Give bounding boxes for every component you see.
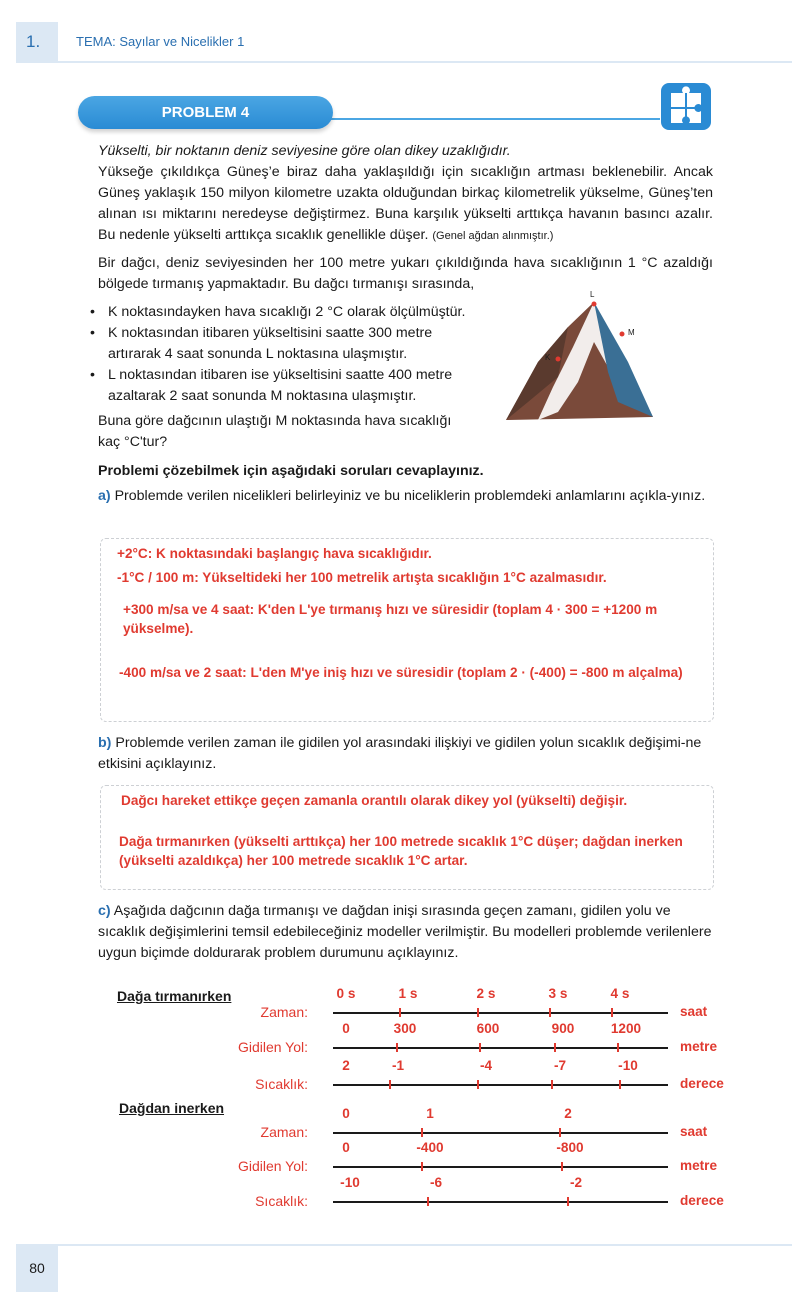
question-a-text: Problemde verilen nicelikleri belirleyiniz ve bu niceliklerin problemdeki anlamlarını açıkla-yınız.	[114, 488, 706, 504]
condition-list	[98, 302, 470, 407]
axis-value: 600	[476, 1021, 500, 1036]
axis-value: 300	[393, 1021, 417, 1036]
axis-value: -1	[391, 1058, 405, 1073]
answer-b-1: Dağcı hareket ettikçe geçen zamanla orantılı olarak dikey yol (yükselti) değişir.	[121, 793, 628, 808]
axis-value: 0 s	[336, 986, 356, 1001]
axis-value: -800	[556, 1140, 584, 1155]
question-c	[98, 901, 713, 964]
axis-line	[333, 1132, 668, 1134]
condition-item: • K noktasındayken hava sıcaklığı 2 °C olarak ölçülmüştür.	[98, 302, 470, 323]
answer-a-4: -400 m/sa ve 2 saat: L'den M'ye iniş hızı ve süresidir (toplam 2 · (-400) = -800 m alçalma)	[119, 665, 683, 680]
footer-divider	[16, 1244, 792, 1246]
axis-tick	[549, 1008, 551, 1017]
axis-tick	[421, 1128, 423, 1137]
axis-value: 3 s	[548, 986, 568, 1001]
answer-a-1: +2°C: K noktasındaki başlangıç hava sıcaklığıdır.	[117, 546, 432, 561]
axis-tick	[389, 1080, 391, 1089]
axis-tick	[567, 1197, 569, 1206]
row-label: Sıcaklık:	[255, 1076, 308, 1092]
axis-tick	[427, 1197, 429, 1206]
question-a-label: a)	[98, 488, 111, 504]
axis-value: -7	[553, 1058, 567, 1073]
axis-value: -2	[569, 1175, 583, 1190]
axis-value: 2 s	[476, 986, 496, 1001]
axis-value: 900	[551, 1021, 575, 1036]
unit-label: metre	[680, 1039, 718, 1054]
row-label: Zaman:	[260, 1004, 308, 1020]
condition-item: • L noktasından itibaren ise yükseltisini saatte 400 metre azaltarak 2 saat sonunda M noktasına ulaşmıştır.	[98, 365, 470, 407]
descending-title: Dağdan inerken	[119, 1100, 225, 1116]
intro-paragraph	[98, 162, 713, 247]
axis-tick	[554, 1043, 556, 1052]
axis-line	[333, 1166, 668, 1168]
answer-b-2: Dağa tırmanırken (yükselti arttıkça) her 100 metrede sıcaklık 1°C düşer; dağdan inerken (yükselti azaldıkça) her 100 metrede sıcaklık 1°C artar.	[119, 834, 683, 868]
axis-line	[333, 1012, 668, 1014]
axis-value: 1 s	[398, 986, 418, 1001]
unit-label: metre	[680, 1158, 718, 1173]
question-c-text: Aşağıda dağcının dağa tırmanışı ve dağdan inişi sırasında geçen zamanı, gidilen yolu ve sıcaklık değişimlerini temsil edebileceğiniz modeller verilmiştir. Bu modelleri problemde verilenlere uygun biçimde doldurarak problem durumunu açıklayınız.	[98, 903, 712, 961]
setup-text: Bir dağcı, deniz seviyesinden her 100 metre yukarı çıkıldığında hava sıcaklığının 1 °C azaldığı bölgede tırmanış yapmaktadır. Bu dağcı tırmanışı sırasında,	[98, 255, 713, 292]
axis-tick	[477, 1008, 479, 1017]
answer-a-3: +300 m/sa ve 4 saat: K'den L'ye tırmanış hızı ve süresidir (toplam 4 · 300 = +1200 m yükselme).	[123, 602, 658, 636]
axis-tick	[477, 1080, 479, 1089]
axis-value: 2	[342, 1058, 350, 1073]
condition-item: • K noktasından itibaren yükseltisini saatte 300 metre artırarak 4 saat sonunda L noktasına ulaşmıştır.	[98, 323, 470, 365]
axis-line	[333, 1084, 668, 1086]
axis-value: 0	[342, 1140, 350, 1155]
axis-value: 0	[342, 1021, 350, 1036]
axis-tick	[396, 1043, 398, 1052]
point-label-k: K	[545, 353, 551, 362]
instructions: Problemi çözebilmek için aşağıdaki soruları cevaplayınız.	[98, 463, 484, 479]
axis-line	[333, 1201, 668, 1203]
question-b-label: b)	[98, 735, 112, 751]
row-label: Gidilen Yol:	[237, 1158, 308, 1174]
axis-tick	[399, 1008, 401, 1017]
question-a	[98, 486, 713, 507]
puzzle-icon	[661, 83, 711, 130]
row-label: Zaman:	[260, 1124, 308, 1140]
chapter-number: 1.	[16, 22, 58, 62]
point-label-l: L	[590, 290, 595, 299]
axis-value: 1200	[610, 1021, 642, 1036]
question-b-text: Problemde verilen zaman ile gidilen yol arasındaki ilişkiyi ve gidilen yolun sıcaklık değişimi-ne etkisini açıklayınız.	[98, 735, 702, 772]
question-c-label: c)	[98, 903, 111, 919]
question-text: Buna göre dağcının ulaştığı M noktasında hava sıcaklığı kaç °C'tur?	[98, 413, 452, 450]
problem-title: PROBLEM 4	[161, 104, 250, 121]
axis-value: 4 s	[610, 986, 630, 1001]
axis-value: -4	[479, 1058, 493, 1073]
axis-tick	[619, 1080, 621, 1089]
header-divider	[16, 61, 792, 63]
axis-tick	[551, 1080, 553, 1089]
mountain-illustration	[498, 292, 658, 427]
axis-tick	[611, 1008, 613, 1017]
question-b	[98, 733, 713, 775]
axis-tick	[617, 1043, 619, 1052]
theme-title: TEMA: Sayılar ve Nicelikler 1	[76, 34, 245, 49]
axis-value: 2	[564, 1106, 572, 1121]
row-label: Gidilen Yol:	[237, 1039, 308, 1055]
axis-value: 0	[342, 1106, 350, 1121]
climbing-title: Dağa tırmanırken	[117, 988, 232, 1004]
axis-value: -6	[429, 1175, 443, 1190]
page-number: 80	[16, 1244, 58, 1292]
unit-label: derece	[680, 1193, 724, 1208]
unit-label: derece	[680, 1076, 724, 1091]
banner-rule	[330, 118, 660, 120]
answer-a-2: -1°C / 100 m: Yükseltideki her 100 metrelik artışta sıcaklığın 1°C azalmasıdır.	[117, 570, 607, 585]
problem-banner	[78, 96, 333, 129]
unit-label: saat	[680, 1124, 708, 1139]
row-label: Sıcaklık:	[255, 1193, 308, 1209]
axis-value: 1	[426, 1106, 434, 1121]
axis-tick	[421, 1162, 423, 1171]
unit-label: saat	[680, 1004, 708, 1019]
definition-text: Yükselti, bir noktanın deniz seviyesine göre olan dikey uzaklığıdır.	[98, 143, 511, 159]
axis-tick	[561, 1162, 563, 1171]
axis-value: -10	[340, 1175, 360, 1190]
axis-value: -400	[416, 1140, 444, 1155]
axis-tick	[479, 1043, 481, 1052]
point-label-m: M	[628, 328, 635, 337]
source-note: (Genel ağdan alınmıştır.)	[432, 230, 554, 242]
axis-tick	[559, 1128, 561, 1137]
intro-text: Yükseğe çıkıldıkça Güneş’e biraz daha yaklaşıldığı için sıcaklığın artması beklenebilir. Ancak Güneş yaklaşık 150 milyon kilometre uzakta olduğundan birkaç kilometrelik yükselme, Güneş’ten alınan ısı miktarını neredeyse değiştirmez. Buna karşılık yükselti arttıkça havanın basıncı azalır. Bu nedenle yükselti arttıkça sıcaklık genellikle düşer.	[98, 164, 713, 243]
axis-value: -10	[618, 1058, 638, 1073]
